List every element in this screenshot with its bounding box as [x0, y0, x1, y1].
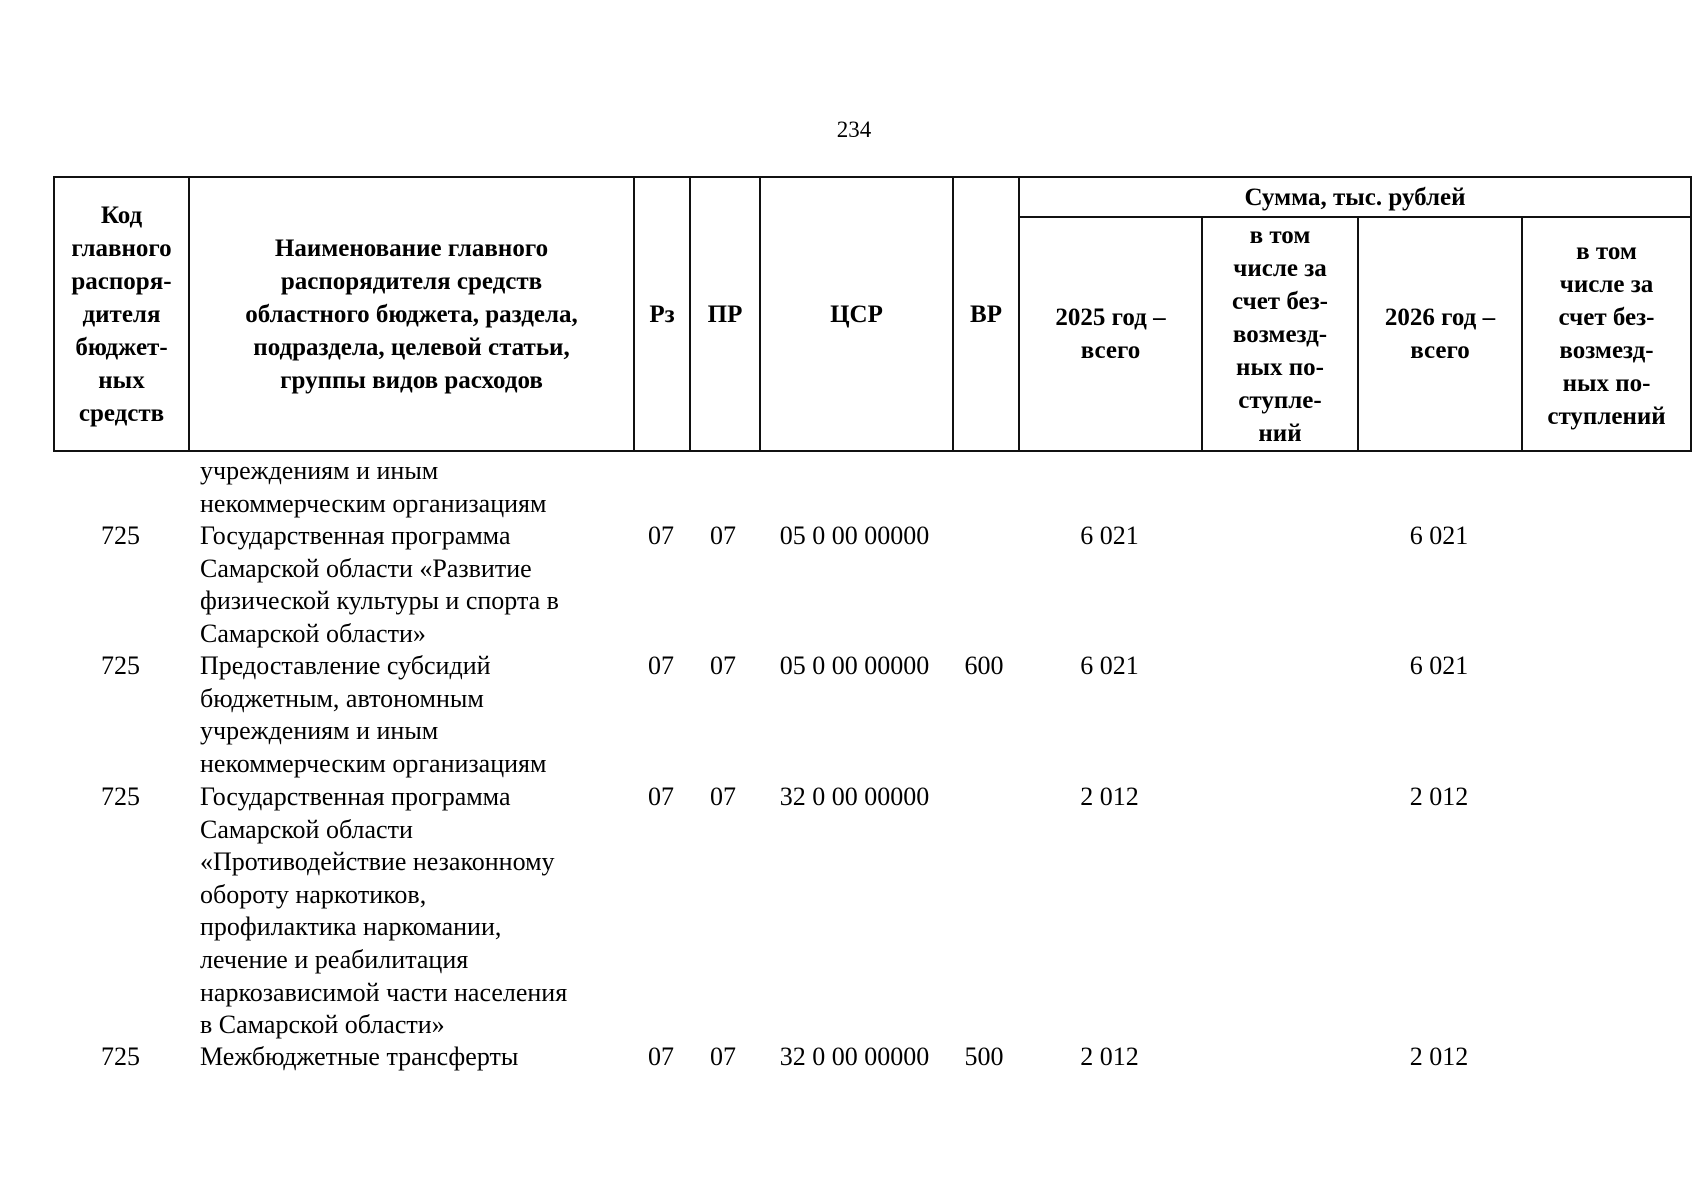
cell-name: учреждениям и иным некоммерческим организациям — [200, 456, 547, 518]
cell-rz: 07 — [648, 1042, 674, 1071]
cell-name: Межбюджетные трансферты — [200, 1042, 519, 1071]
header-rz: Рз — [634, 177, 690, 451]
page-number: 234 — [836, 117, 872, 142]
header-name: Наименование главного распорядителя средств областного бюджета, раздела, подраздела, целевой статьи, группы видов расходов — [189, 177, 634, 451]
cell-2025-total: 6 021 — [1080, 521, 1139, 550]
cell-name: Предоставление субсидий бюджетным, автономным учреждениям и иным некоммерческим организациям — [200, 651, 547, 778]
cell-rz: 07 — [648, 651, 674, 680]
header-code: Код главного распоря- дителя бюджет- ных средств — [54, 177, 189, 451]
header-2026-free: в том числе за счет без- возмезд- ных по- ступлений — [1522, 217, 1691, 451]
cell-rz: 07 — [648, 782, 674, 811]
header-2025-total: 2025 год – всего — [1019, 217, 1202, 451]
header-2026-total: 2026 год – всего — [1358, 217, 1522, 451]
cell-csr: 05 0 00 00000 — [779, 521, 930, 550]
cell-csr: 32 0 00 00000 — [779, 782, 930, 811]
cell-rz: 07 — [648, 521, 674, 550]
cell-2026-total: 2 012 — [1409, 1042, 1469, 1071]
cell-vr: 500 — [964, 1042, 1004, 1071]
cell-name: Государственная программа Самарской области «Противодействие незаконному обороту наркотиков, профилактика наркомании, лечение и реабилитация наркозависимой части населения в Самарской области» — [200, 782, 568, 1040]
cell-pr: 07 — [710, 521, 736, 550]
cell-2025-total: 2 012 — [1080, 1042, 1139, 1071]
cell-2026-total: 2 012 — [1409, 782, 1469, 811]
cell-pr: 07 — [710, 1042, 736, 1071]
header-sum: Сумма, тыс. рублей — [1019, 177, 1691, 217]
cell-code: 725 — [101, 782, 140, 811]
header-csr: ЦСР — [760, 177, 953, 451]
header-pr: ПР — [690, 177, 760, 451]
cell-vr: 600 — [964, 651, 1004, 680]
cell-pr: 07 — [710, 651, 736, 680]
header-2025-free: в том числе за счет без- возмезд- ных по- ступле- ний — [1202, 217, 1358, 451]
cell-2025-total: 6 021 — [1080, 651, 1139, 680]
cell-code: 725 — [101, 651, 140, 680]
table-header — [53, 176, 1692, 452]
cell-pr: 07 — [710, 782, 736, 811]
cell-name: Государственная программа Самарской области «Развитие физической культуры и спорта в Самарской области» — [200, 521, 559, 648]
cell-2025-total: 2 012 — [1080, 782, 1139, 811]
cell-code: 725 — [101, 521, 140, 550]
cell-csr: 05 0 00 00000 — [779, 651, 930, 680]
cell-csr: 32 0 00 00000 — [779, 1042, 930, 1071]
header-vr: ВР — [953, 177, 1019, 451]
cell-code: 725 — [101, 1042, 140, 1071]
cell-2026-total: 6 021 — [1409, 521, 1469, 550]
cell-2026-total: 6 021 — [1409, 651, 1469, 680]
